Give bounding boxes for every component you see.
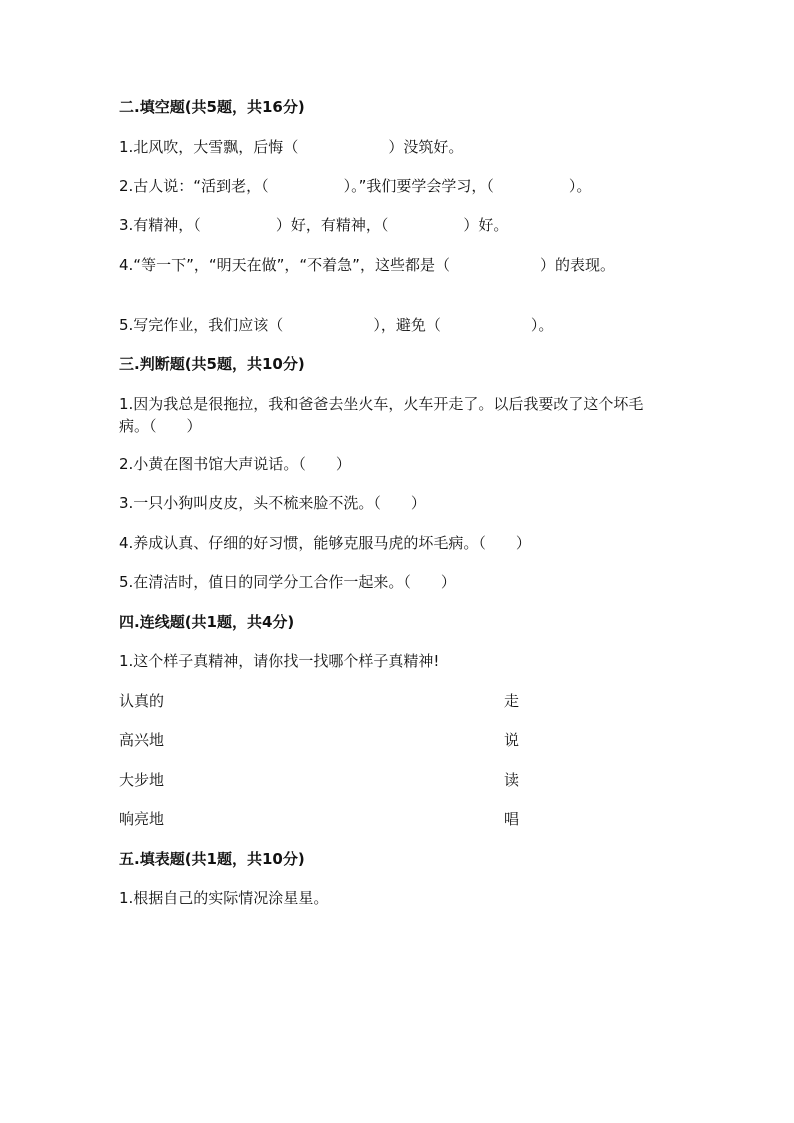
question-text: 2.古人说：“活到老，（ ）。”我们要学会学习，（ ）。 bbox=[119, 177, 592, 195]
section-heading-matching: 四.连线题(共1题，共4分) bbox=[119, 613, 295, 631]
match-left-item: 认真的 bbox=[119, 692, 165, 710]
section-heading-fill-table: 五.填表题(共1题，共10分) bbox=[119, 850, 305, 868]
question-text: 1.因为我总是很拖拉，我和爸爸去坐火车，火车开走了。以后我要改了这个坏毛病。（ ） bbox=[119, 395, 644, 435]
question-text: 1.根据自己的实际情况涂星星。 bbox=[119, 889, 329, 907]
question-text: 1.这个样子真精神，请你找一找哪个样子真精神! bbox=[119, 652, 440, 670]
question-text: 5.在清洁时，值日的同学分工合作一起来。（ ） bbox=[119, 573, 456, 591]
match-right-item: 走 bbox=[504, 692, 520, 710]
question-text: 4.“等一下”，“明天在做”，“不着急”，这些都是（ ）的表现。 bbox=[119, 256, 615, 274]
question-text: 4.养成认真、仔细的好习惯，能够克服马虎的坏毛病。（ ） bbox=[119, 534, 531, 552]
match-left-item: 高兴地 bbox=[119, 731, 165, 749]
match-left-item: 大步地 bbox=[119, 771, 165, 789]
match-right-item: 读 bbox=[504, 771, 520, 789]
section-heading-true-false: 三.判断题(共5题，共10分) bbox=[119, 355, 305, 373]
match-right-item: 唱 bbox=[504, 810, 520, 828]
match-left-item: 响亮地 bbox=[119, 810, 165, 828]
question-text: 3.一只小狗叫皮皮，头不梳来脸不洗。（ ） bbox=[119, 494, 426, 512]
question-text: 2.小黄在图书馆大声说话。（ ） bbox=[119, 455, 351, 473]
question-text: 3.有精神，（ ）好，有精神，（ ）好。 bbox=[119, 216, 509, 234]
match-right-item: 说 bbox=[504, 731, 520, 749]
section-heading-fill-blank: 二.填空题(共5题，共16分) bbox=[119, 98, 305, 116]
question-text: 1.北风吹，大雪飘，后悔（ ）没筑好。 bbox=[119, 138, 464, 156]
question-text: 5.写完作业，我们应该（ ），避免（ ）。 bbox=[119, 316, 554, 334]
